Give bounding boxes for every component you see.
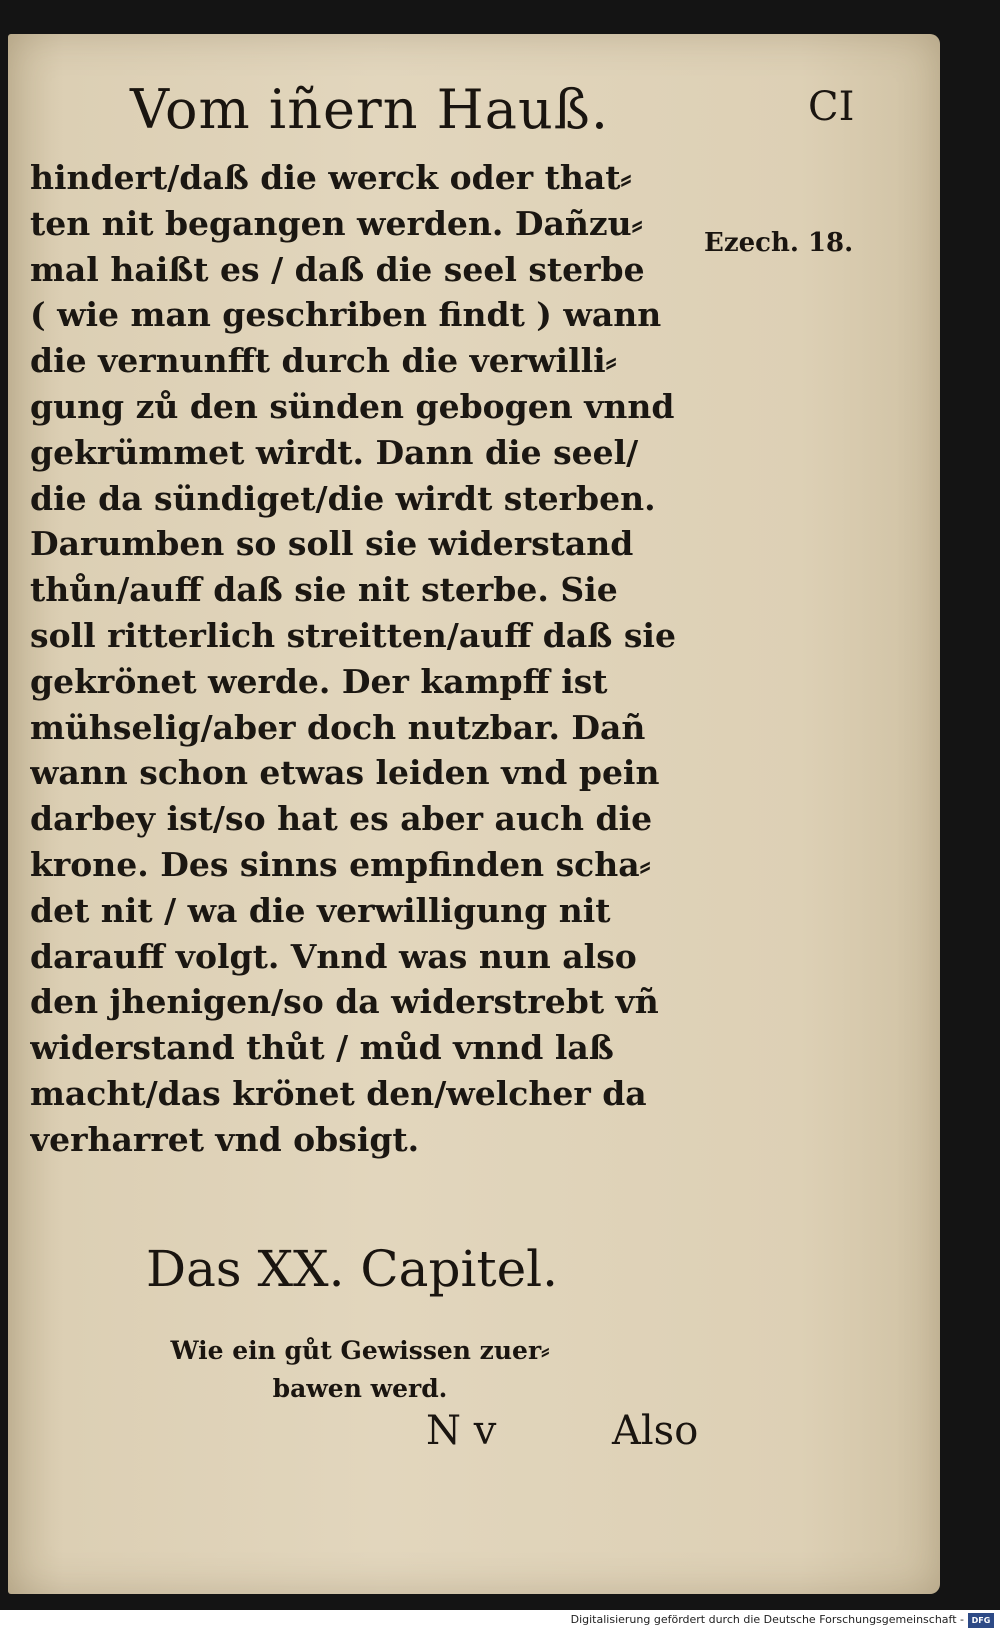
text-line: widerstand thůt / můd vnnd laß (30, 1028, 614, 1068)
text-line: gekrümmet wirdt. Dann die seel/ (30, 432, 639, 472)
chapter-title: Das XX. Capitel. (146, 1240, 559, 1298)
text-line: mal haißt es / daß die seel sterbe (30, 249, 645, 289)
text-line: soll ritterlich streitten/auff daß sie (30, 615, 676, 655)
footer-credit: Digitalisierung gefördert durch die Deutsche Forschungsgemeinschaft - (570, 1613, 964, 1626)
text-line: ( wie man geschriben findt ) wann (30, 295, 662, 335)
catchword: Also (612, 1408, 699, 1454)
text-line: die vernunfft durch die verwilli⸗ (30, 341, 617, 381)
folio-number: CI (808, 84, 855, 130)
text-line: gekrönet werde. Der kampff ist (30, 661, 608, 701)
text-line: hindert/daß die werck oder that⸗ (30, 158, 632, 197)
dfg-logo: DFG (968, 1613, 994, 1628)
text-line: thůn/auff daß sie nit sterbe. Sie (30, 570, 618, 610)
running-head: Vom iñern Hauß. (130, 78, 609, 141)
chapter-subtitle-line: Wie ein gůt Gewissen zuer⸗ (170, 1336, 550, 1365)
text-line: den jhenigen/so da widerstrebt vñ (30, 982, 659, 1022)
text-line: darbey ist/so hat es aber auch die (30, 799, 653, 839)
signature-mark: N v (426, 1408, 497, 1454)
text-line: die da sündiget/die wirdt sterben. (30, 478, 656, 518)
text-line: ten nit begangen werden. Dañzu⸗ (30, 203, 643, 243)
text-line: darauff volgt. Vnnd was nun also (30, 936, 637, 976)
text-line: macht/das krönet den/welcher da (30, 1073, 647, 1113)
body-text (30, 155, 710, 1163)
chapter-subtitle (120, 1332, 600, 1408)
text-line: gung zů den sünden gebogen vnnd (30, 386, 675, 426)
text-line: wann schon etwas leiden vnd pein (30, 753, 660, 793)
text-line: verharret vnd obsigt. (30, 1119, 420, 1159)
text-line: Darumben so soll sie widerstand (30, 524, 634, 564)
margin-note: Ezech. 18. (704, 228, 854, 258)
text-line: mühselig/aber doch nutzbar. Dañ (30, 707, 646, 747)
text-line: krone. Des sinns empfinden scha⸗ (30, 844, 651, 884)
text-line: det nit / wa die verwilligung nit (30, 890, 611, 930)
chapter-subtitle-line: bawen werd. (272, 1374, 448, 1403)
